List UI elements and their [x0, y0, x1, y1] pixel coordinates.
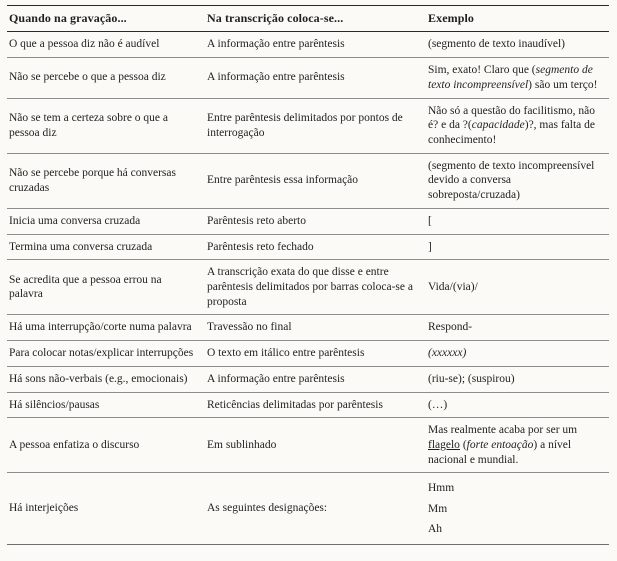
cell-exemplo: [	[426, 208, 609, 234]
table-row	[7, 392, 609, 418]
transcription-conventions-table	[7, 5, 609, 545]
table-row	[7, 366, 609, 392]
cell-transcricao: A informação entre parêntesis	[205, 58, 426, 98]
cell-quando: Inicia uma conversa cruzada	[7, 208, 205, 234]
column-header-transcricao: Na transcrição coloca-se...	[205, 6, 426, 32]
cell-quando: Para colocar notas/explicar interrupções	[7, 341, 205, 367]
table-row	[7, 418, 609, 473]
cell-transcricao: A informação entre parêntesis	[205, 366, 426, 392]
cell-transcricao: As seguintes designações:	[205, 473, 426, 544]
table-row	[7, 58, 609, 98]
cell-transcricao: Em sublinhado	[205, 418, 426, 473]
table-row	[7, 153, 609, 208]
cell-transcricao: Entre parêntesis essa informação	[205, 153, 426, 208]
table-row	[7, 208, 609, 234]
table-row	[7, 341, 609, 367]
cell-quando: Se acredita que a pessoa errou na palavra	[7, 260, 205, 315]
cell-exemplo: (segmento de texto incompreensível devido a conversa sobreposta/cruzada)	[426, 153, 609, 208]
cell-quando: Não se tem a certeza sobre o que a pessoa diz	[7, 98, 205, 153]
table-row	[7, 234, 609, 260]
table-row	[7, 98, 609, 153]
cell-quando: Não se percebe porque há conversas cruzadas	[7, 153, 205, 208]
cell-quando: Há interjeições	[7, 473, 205, 544]
cell-exemplo: (riu-se); (suspirou)	[426, 366, 609, 392]
table-header-row	[7, 6, 609, 32]
cell-transcricao: Entre parêntesis delimitados por pontos de interrogação	[205, 98, 426, 153]
cell-exemplo: (segmento de texto inaudível)	[426, 32, 609, 58]
cell-transcricao: Reticências delimitadas por parêntesis	[205, 392, 426, 418]
cell-exemplo: Sim, exato! Claro que (segmento de texto incompreensível) são um terço!	[426, 58, 609, 98]
cell-transcricao: A transcrição exata do que disse e entre parêntesis delimitados por barras coloca-se a proposta	[205, 260, 426, 315]
cell-quando: Há uma interrupção/corte numa palavra	[7, 315, 205, 341]
table-row	[7, 32, 609, 58]
table-row	[7, 315, 609, 341]
cell-transcricao: Parêntesis reto fechado	[205, 234, 426, 260]
cell-exemplo: ]	[426, 234, 609, 260]
cell-transcricao: O texto em itálico entre parêntesis	[205, 341, 426, 367]
cell-exemplo: Respond-	[426, 315, 609, 341]
column-header-quando: Quando na gravação...	[7, 6, 205, 32]
cell-transcricao: Travessão no final	[205, 315, 426, 341]
cell-exemplo: Não só a questão do facilitismo, não é? e da ?(capacidade)?, mas falta de conhecimento!	[426, 98, 609, 153]
cell-quando: Há silêncios/pausas	[7, 392, 205, 418]
column-header-exemplo: Exemplo	[426, 6, 609, 32]
cell-exemplo: Hmm Mm Ah	[426, 473, 609, 544]
cell-quando: Termina uma conversa cruzada	[7, 234, 205, 260]
cell-quando: Há sons não-verbais (e.g., emocionais)	[7, 366, 205, 392]
cell-transcricao: Parêntesis reto aberto	[205, 208, 426, 234]
cell-quando: O que a pessoa diz não é audível	[7, 32, 205, 58]
cell-transcricao: A informação entre parêntesis	[205, 32, 426, 58]
table-row	[7, 473, 609, 544]
cell-exemplo: (…)	[426, 392, 609, 418]
cell-quando: A pessoa enfatiza o discurso	[7, 418, 205, 473]
cell-quando: Não se percebe o que a pessoa diz	[7, 58, 205, 98]
cell-exemplo: (xxxxxx)	[426, 341, 609, 367]
cell-exemplo: Mas realmente acaba por ser um flagelo (forte entoação) a nível nacional e mundial.	[426, 418, 609, 473]
cell-exemplo: Vida/(via)/	[426, 260, 609, 315]
table-row	[7, 260, 609, 315]
